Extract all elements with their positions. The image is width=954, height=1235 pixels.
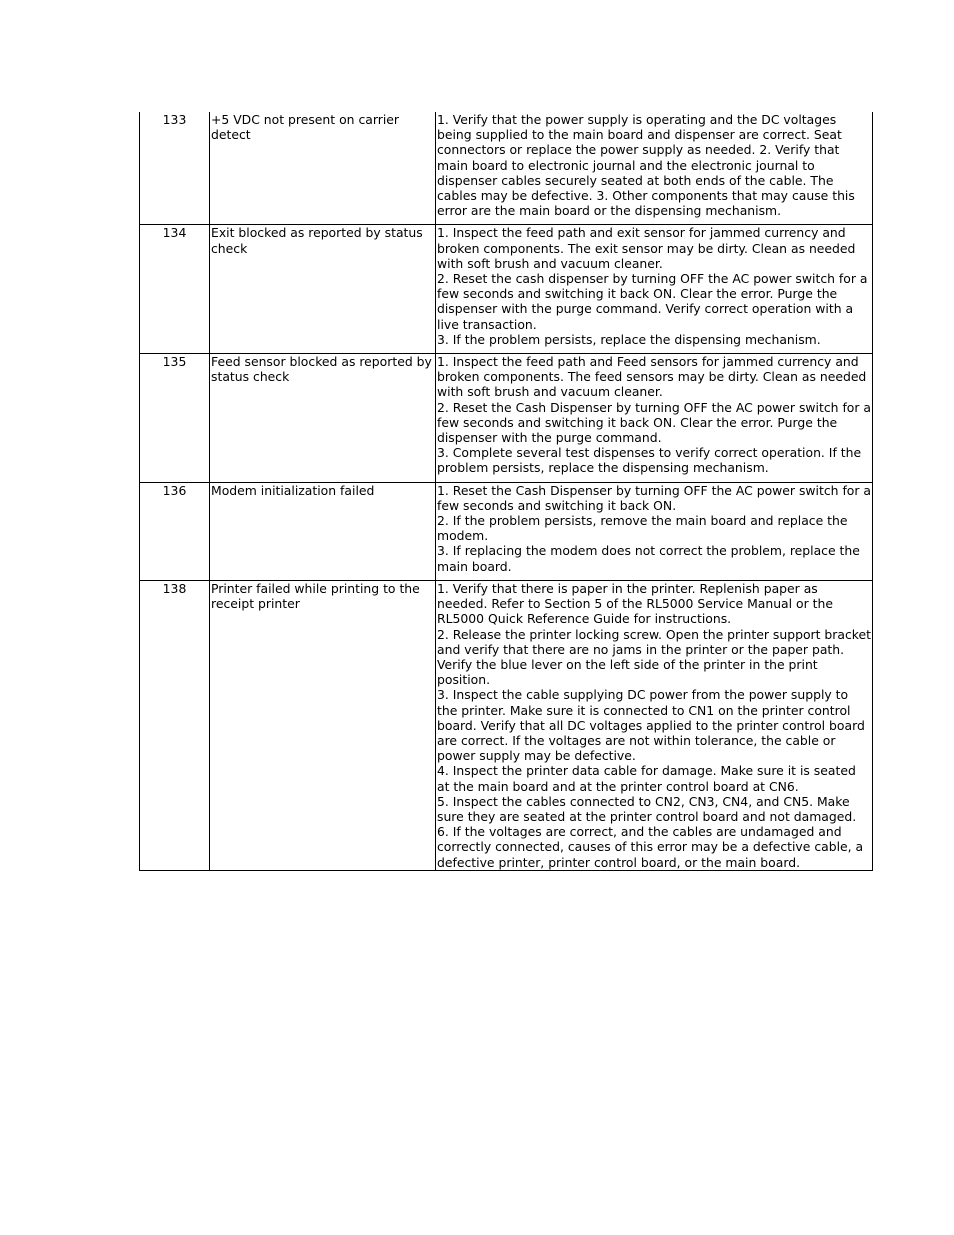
action-step: 4. Inspect the printer data cable for damage. Make sure it is seated at the main board and at the printer control board at CN6. bbox=[437, 763, 856, 794]
error-description: Feed sensor blocked as reported by status check bbox=[210, 354, 436, 483]
error-description: Exit blocked as reported by status check bbox=[210, 225, 436, 354]
action-step: 2. Reset the cash dispenser by turning OFF the AC power switch for a few seconds and switching it back ON. Clear the error. Purge the dispenser with the purge command. Verify correct operation with a live transaction. bbox=[437, 271, 868, 332]
error-code-table bbox=[139, 112, 873, 871]
action-step: 2. If the problem persists, remove the main board and replace the modem. bbox=[437, 513, 848, 544]
error-description: +5 VDC not present on carrier detect bbox=[210, 112, 436, 225]
action-step: 1. Inspect the feed path and Feed sensors for jammed currency and broken components. The feed sensors may be dirty. Clean as needed with soft brush and vacuum cleaner. bbox=[437, 354, 867, 400]
table-row-135 bbox=[140, 354, 873, 483]
table-row-138 bbox=[140, 580, 873, 870]
action-step: 3. If the problem persists, replace the dispensing mechanism. bbox=[437, 331, 821, 347]
action-step: 2. Reset the Cash Dispenser by turning OFF the AC power switch for a few seconds and switching it back ON. Clear the error. Purge the dispenser with the purge command. bbox=[437, 399, 872, 446]
error-code: 134 bbox=[140, 225, 210, 354]
error-description: Modem initialization failed bbox=[210, 482, 436, 580]
action-step: 3. Other components that may cause this error are the main board or the dispensing mechanism. bbox=[437, 188, 855, 219]
action-step: 1. Reset the Cash Dispenser by turning OFF the AC power switch for a few seconds and switching it back ON. bbox=[437, 482, 872, 513]
action-step: 3. Inspect the cable supplying DC power from the power supply to the printer. Make sure it is connected to CN1 on the printer control board. Verify that all DC voltages applied to the printer control board are correct. If the voltages are not within tolerance, the cable or power supply may be defective. bbox=[437, 687, 865, 764]
error-code-table-body bbox=[140, 112, 873, 870]
error-code: 138 bbox=[140, 580, 210, 870]
corrective-action bbox=[436, 112, 873, 225]
error-code: 136 bbox=[140, 482, 210, 580]
action-step: 2. Verify that main board to electronic journal and the electronic journal to dispenser cables securely seated at both ends of the cable. The cables may be defective. bbox=[437, 142, 840, 204]
error-code: 133 bbox=[140, 112, 210, 225]
action-step: 1. Inspect the feed path and exit sensor for jammed currency and broken components. The exit sensor may be dirty. Clean as needed with soft brush and vacuum cleaner. bbox=[437, 225, 856, 271]
corrective-action bbox=[436, 354, 873, 483]
error-code: 135 bbox=[140, 354, 210, 483]
table-row-134 bbox=[140, 225, 873, 354]
corrective-action bbox=[436, 580, 873, 870]
corrective-action bbox=[436, 482, 873, 580]
corrective-action bbox=[436, 225, 873, 354]
action-step: 3. If replacing the modem does not correct the problem, replace the main board. bbox=[437, 543, 860, 574]
table-row-133 bbox=[140, 112, 873, 225]
action-step: 3. Complete several test dispenses to verify correct operation. If the problem persists, replace the dispensing mechanism. bbox=[437, 445, 862, 476]
action-step: 1. Verify that there is paper in the printer. Replenish paper as needed. Refer to Section 5 of the RL5000 Service Manual or the RL5000 Quick Reference Guide for instructions. bbox=[437, 580, 833, 627]
action-step: 1. Verify that the power supply is operating and the DC voltages being supplied to the main board and dispenser are correct. Seat connectors or replace the power supply as needed. bbox=[437, 112, 842, 158]
action-step: 5. Inspect the cables connected to CN2, CN3, CN4, and CN5. Make sure they are seated at the printer control board and not damaged. bbox=[437, 793, 857, 824]
action-step: 6. If the voltages are correct, and the cables are undamaged and correctly connected, causes of this error may be a defective cable, a defective printer, printer control board, or the main board. bbox=[437, 824, 864, 870]
error-description: Printer failed while printing to the receipt printer bbox=[210, 580, 436, 870]
action-step: 2. Release the printer locking screw. Open the printer support bracket and verify that there are no jams in the printer or the paper path. Verify the blue lever on the left side of the printer in the print position. bbox=[437, 626, 872, 688]
table-row-136 bbox=[140, 482, 873, 580]
